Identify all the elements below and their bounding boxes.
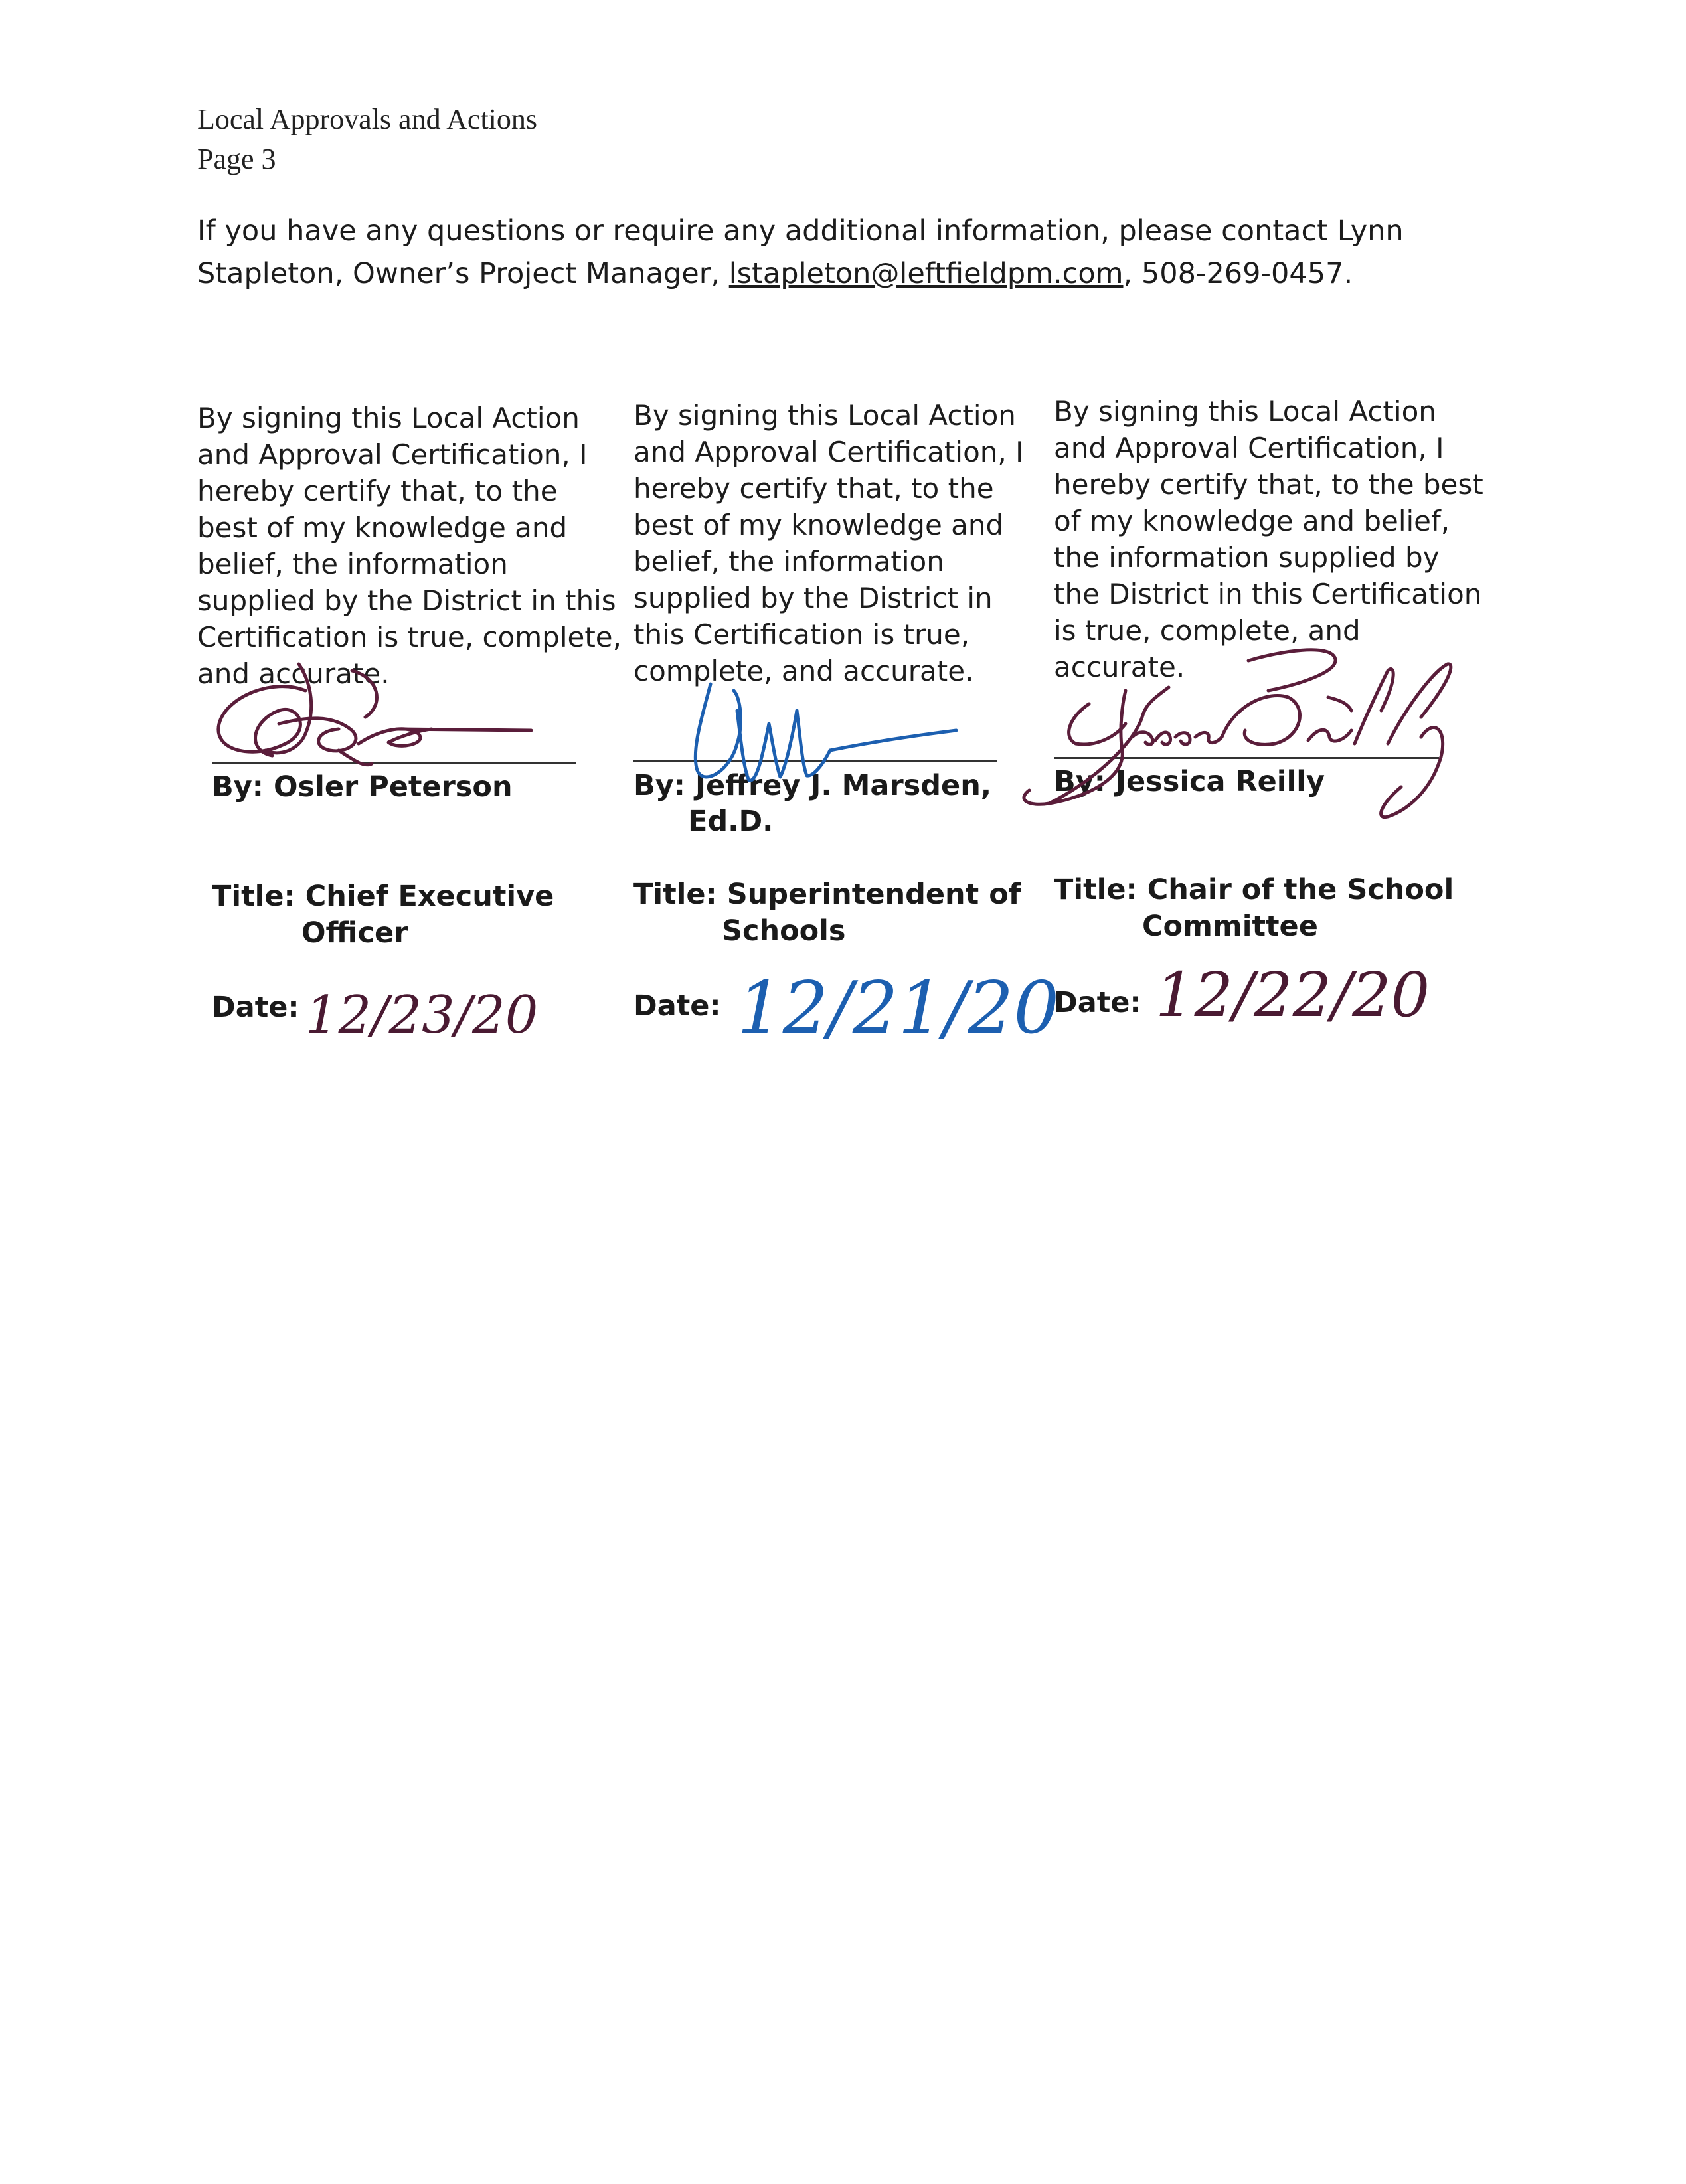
header-page-number: Page 3 xyxy=(197,143,276,175)
signer-title: Title: Chief Executive xyxy=(212,880,554,913)
cert-line: the District in this Certification xyxy=(1054,578,1482,610)
certification-text xyxy=(1054,393,1483,685)
date-label: Date: xyxy=(633,989,721,1023)
signature-line xyxy=(212,762,576,764)
cert-line: this Certification is true, xyxy=(633,618,970,651)
cert-line: best of my knowledge and xyxy=(197,511,568,544)
signer-title-continued: Schools xyxy=(722,914,846,948)
signature-line xyxy=(633,760,997,762)
signature-line xyxy=(1054,757,1439,759)
signer-title: Title: Superintendent of xyxy=(633,878,1021,911)
cert-line: accurate. xyxy=(1054,651,1185,683)
cert-line: supplied by the District in xyxy=(633,582,993,614)
signer-name: By: Osler Peterson xyxy=(212,770,513,803)
cert-line: of my knowledge and belief, xyxy=(1054,505,1450,537)
handwritten-date-1 xyxy=(305,969,539,1062)
cert-line: supplied by the District in this xyxy=(197,584,616,617)
date-label: Date: xyxy=(212,991,299,1024)
date-value: 12/23/20 xyxy=(305,985,539,1045)
cert-line: hereby certify that, to the best xyxy=(1054,468,1483,501)
contact-email-link[interactable]: lstapleton@leftfieldpm.com xyxy=(728,257,1124,290)
contact-paragraph xyxy=(197,210,1525,295)
cert-line: complete, and accurate. xyxy=(633,655,974,687)
cert-line: By signing this Local Action xyxy=(1054,395,1436,428)
cert-line: belief, the information xyxy=(197,548,508,580)
date-label: Date: xyxy=(1054,986,1141,1019)
handwritten-date-2 xyxy=(737,950,1060,1082)
certification-text xyxy=(633,397,1023,689)
cert-line: By signing this Local Action xyxy=(197,402,580,434)
header-title: Local Approvals and Actions xyxy=(197,103,538,135)
cert-line: and accurate. xyxy=(197,657,390,690)
signer-name-continued: Ed.D. xyxy=(688,805,774,838)
cert-line: is true, complete, and xyxy=(1054,614,1361,647)
signer-title-continued: Officer xyxy=(301,916,408,950)
cert-line: Certification is true, complete, xyxy=(197,621,622,653)
cert-line: belief, the information xyxy=(633,545,944,578)
cert-line: hereby certify that, to the xyxy=(633,472,994,505)
contact-phone: , 508-269-0457. xyxy=(1123,257,1353,290)
cert-line: hereby certify that, to the xyxy=(197,475,558,507)
cert-line: By signing this Local Action xyxy=(633,399,1016,432)
cert-line: the information supplied by xyxy=(1054,541,1440,574)
cert-line: best of my knowledge and xyxy=(633,509,1004,541)
cert-line: and Approval Certification, I xyxy=(633,436,1024,468)
signer-name: By: Jeffrey J. Marsden, xyxy=(633,769,992,802)
contact-text: If you have any questions or require any additional information, please contact Lynn Stapleton, Owner’s Project Manager, xyxy=(197,214,1404,290)
signer-title-continued: Committee xyxy=(1142,910,1318,943)
signer-title: Title: Chair of the School xyxy=(1054,873,1454,906)
certification-text xyxy=(197,400,622,692)
cert-line: and Approval Certification, I xyxy=(197,438,588,471)
cert-line: and Approval Certification, I xyxy=(1054,432,1444,464)
date-value: 12/22/20 xyxy=(1155,960,1430,1031)
date-value: 12/21/20 xyxy=(737,967,1060,1050)
signer-name: By: Jessica Reilly xyxy=(1054,765,1325,798)
handwritten-date-3 xyxy=(1155,923,1430,1089)
